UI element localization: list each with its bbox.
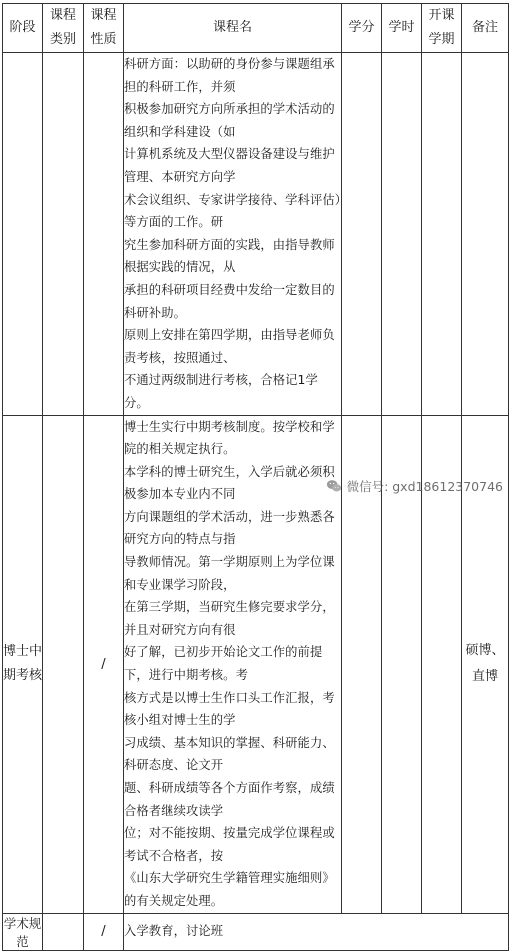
header-course-nature — [84, 4, 124, 53]
text-line: 好了解，已初步开始论文工作的前提下，进行中期考核。考 — [124, 645, 323, 683]
table-row — [3, 53, 509, 416]
text-line: 科研方面：以助研的身份参与课题组承担的科研工作，并须 — [124, 57, 335, 94]
course-name-cell — [124, 53, 342, 416]
remarks-cell — [462, 53, 509, 416]
text-line: 承担的科研项目经费中发给一定数目的科研补助。 — [124, 282, 335, 320]
course-name-text — [124, 920, 508, 943]
hours-cell — [382, 53, 422, 416]
header-semester — [422, 4, 462, 53]
header-stage: 阶段 — [3, 4, 43, 53]
wechat-icon — [325, 477, 343, 495]
stage-cell — [3, 53, 43, 416]
header-remarks: 备注 — [462, 4, 509, 53]
header-course-name: 课程名 — [124, 4, 342, 53]
text-line: 博士生实行中期考核制度。按学校和学院的相关规定执行。 — [124, 419, 335, 457]
text-line: 习成绩、基本知识的掌握、科研能力、科研态度、论文开 — [124, 735, 335, 773]
text-line: 位；对不能按期、按量完成学位课程或考试不合格者，按 — [124, 826, 335, 863]
header-semester-text: 开课 学期 — [428, 8, 455, 47]
text-line: 方向课题组的学术活动，进一步熟悉各研究方向的特点与指 — [124, 509, 335, 547]
text-line: 究生参加科研方面的实践，由指导教师根据实践的情况，从 — [124, 237, 335, 275]
text-line: 不通过两级制进行考核，合格记1学分。 — [124, 373, 318, 410]
header-course-category — [43, 4, 84, 53]
text-line: 积极参加研究方向所承担的学术活动的组织和学科建设（如 — [124, 102, 335, 139]
nature-cell: / — [84, 415, 124, 913]
text-line: 本学科的博士研究生，入学后就必须积极参加本专业内不同 — [124, 464, 335, 502]
course-name-text — [124, 53, 341, 415]
header-course-category-text: 课程 类别 — [49, 8, 76, 47]
nature-cell — [84, 53, 124, 416]
text-line: 题、科研成绩等各个方面作考察，成绩合格者继续攻读学 — [124, 781, 335, 818]
course-name-text — [124, 416, 341, 913]
course-name-cell — [124, 415, 342, 913]
table-row — [3, 913, 509, 950]
course-name-cell — [124, 913, 509, 950]
text-line: 在第三学期，当研究生修完要求学分，并且对研究方向有很 — [124, 600, 335, 637]
stage-cell: 学术规范 — [3, 913, 43, 950]
remarks-text: 硕博、 直博 — [465, 643, 505, 685]
credits-cell — [342, 53, 382, 416]
text-line: 导教师情况。第一学期原则上为学位课和专业课学习阶段， — [124, 555, 335, 592]
nature-cell: / — [84, 913, 124, 950]
semester-cell — [422, 53, 462, 416]
watermark — [325, 477, 503, 495]
category-cell — [43, 913, 84, 950]
header-row — [3, 4, 509, 53]
watermark-text: 微信号: gxd18612370746 — [346, 479, 503, 494]
text-line: 计算机系统及大型仪器设备建设与维护管理、本研究方向学 — [124, 147, 335, 184]
category-cell — [43, 415, 84, 913]
text-line: 术会议组织、专家讲学接待、学科评估）等方面的工作。研 — [124, 192, 341, 230]
header-credits: 学分 — [342, 4, 382, 53]
text-line: 入学教育，讨论班 — [124, 924, 224, 939]
header-course-nature-text: 课程 性质 — [90, 8, 117, 47]
text-line: 核方式是以博士生作口头工作汇报，考核小组对博士生的学 — [124, 690, 335, 728]
stage-text: 博士中期考核 — [3, 644, 43, 684]
category-cell — [43, 53, 84, 416]
text-line: 原则上安排在第四学期，由指导老师负责考核，按照通过、 — [124, 328, 335, 365]
header-hours: 学时 — [382, 4, 422, 53]
text-line: 《山东大学研究生学籍管理实施细则》的有关规定处理。 — [124, 871, 335, 908]
stage-cell — [3, 415, 43, 913]
